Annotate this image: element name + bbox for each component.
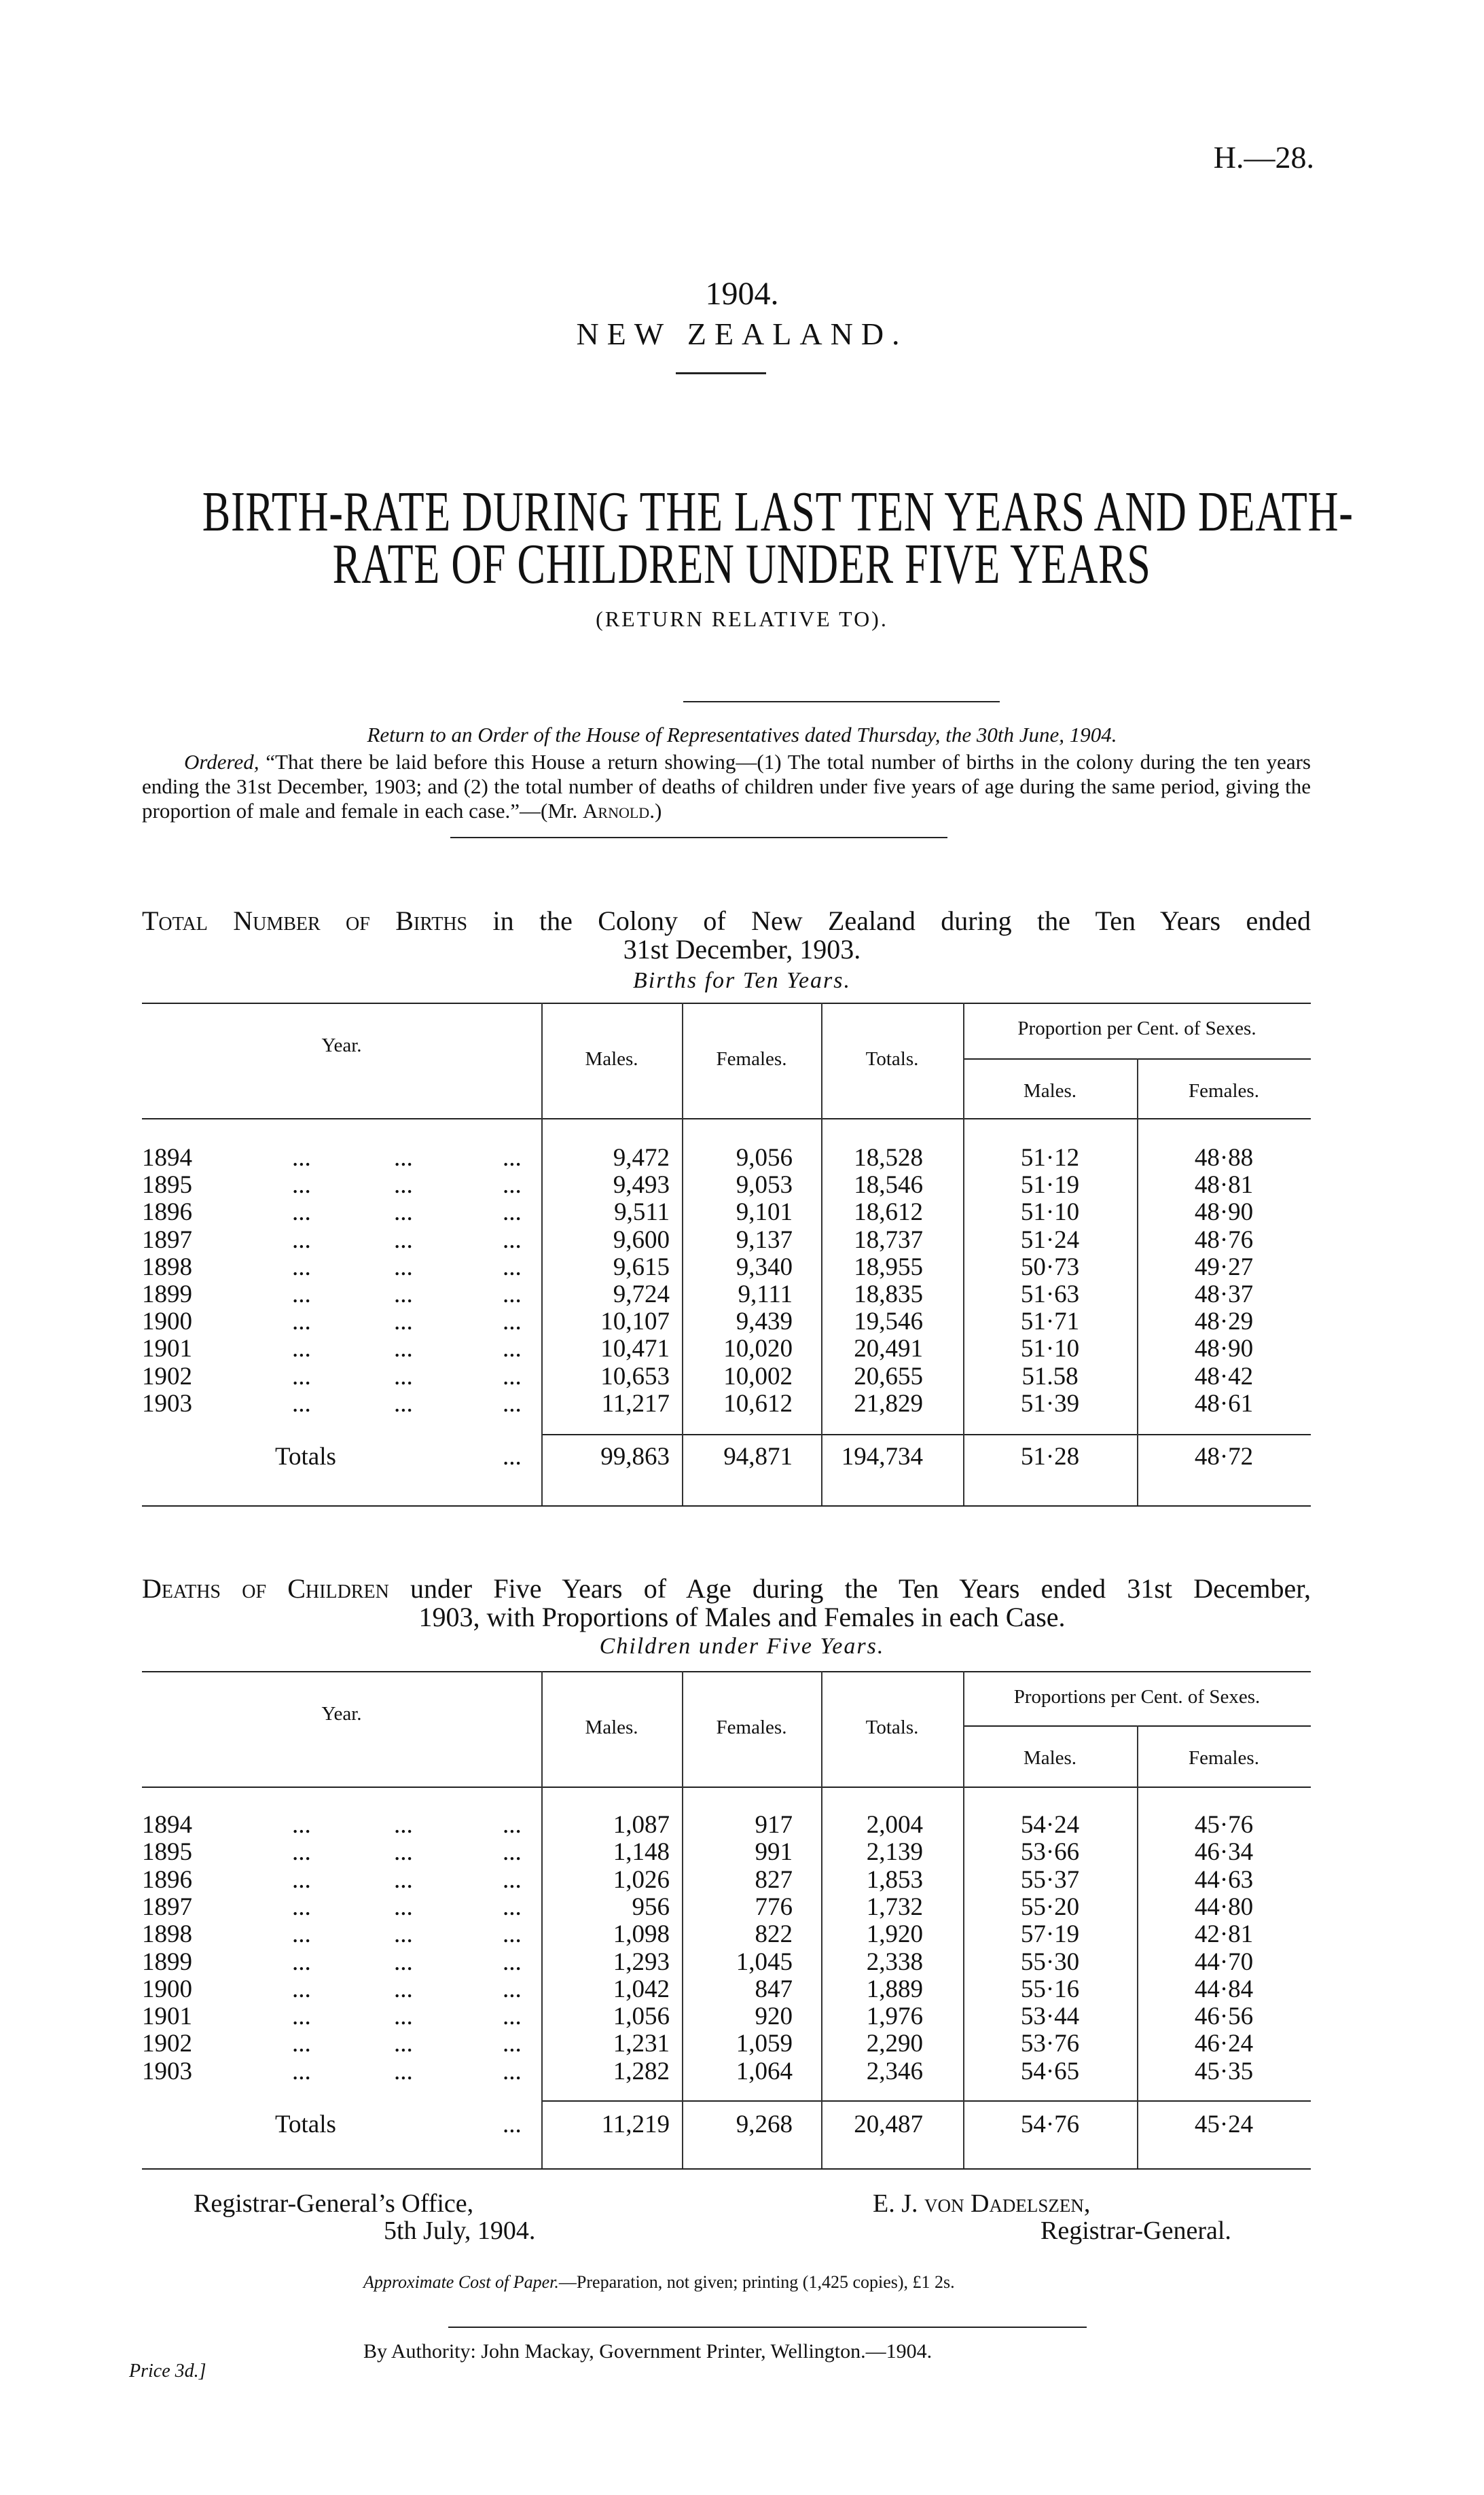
row-totals: 19,546 [854,1308,923,1336]
row-prop-females: 48·61 [1194,1389,1254,1418]
row-totals: 18,955 [854,1253,923,1281]
row-year: 1895 [142,1838,192,1867]
table-row [0,1227,1484,1254]
row-males: 1,026 [613,1865,670,1894]
column-header-year: Year. [321,1703,362,1725]
subtotal-rule [541,1434,1311,1435]
row-prop-males: 53·44 [1020,2003,1080,2031]
dots: ... [503,2111,522,2138]
row-prop-males: 54·76 [1020,2111,1080,2138]
row-females: 822 [755,1920,793,1949]
row-year: 1900 [142,1975,192,2003]
row-totals: 1,920 [866,1920,923,1949]
row-totals: 1,889 [866,1975,923,2003]
dots: ... [292,1920,311,1949]
column-header-females: Females. [716,1717,787,1738]
row-totals: 1,976 [866,2003,923,2031]
row-prop-females: 44·84 [1194,1975,1254,2003]
row-prop-females: 48·37 [1194,1280,1254,1308]
column-header-prop-females: Females. [1189,1080,1259,1102]
row-year: 1903 [142,1389,192,1418]
dots: ... [503,1947,522,1976]
table-row [0,1921,1484,1948]
dots: ... [503,1920,522,1949]
dots: ... [292,1838,311,1867]
row-prop-females: 48·90 [1194,1335,1254,1363]
row-prop-males: 51·39 [1020,1389,1080,1418]
row-females: 94,871 [723,1443,793,1471]
row-year: 1897 [142,1225,192,1254]
dots: ... [292,1171,311,1200]
ordered-text: “That there be laid before this House a return showing—(1) The total number of births in the colony during the ten years ending the 31st December, 1903; and (2) the total number of deaths of children under five years of age during the same period, giving the proportion of male and female in each case.”—(Mr. [142,750,1311,823]
table-top-rule [142,1671,1311,1672]
row-totals: 2,346 [866,2057,923,2085]
printer-authority: By Authority: John Mackay, Government Printer, Wellington.—1904. [363,2340,933,2363]
dots: ... [503,1198,522,1227]
row-females: 9,137 [736,1225,793,1254]
row-males: 1,042 [613,1975,670,2003]
row-prop-females: 48·42 [1194,1362,1254,1390]
row-females: 10,612 [723,1389,793,1418]
table-row [0,1308,1484,1335]
row-year: 1896 [142,1865,192,1894]
row-totals: 21,829 [854,1389,923,1418]
dots: ... [394,1947,413,1976]
row-prop-females: 44·63 [1194,1865,1254,1894]
row-prop-males: 54·24 [1020,1811,1080,1839]
column-header-prop-males: Males. [1023,1747,1077,1769]
row-prop-males: 51·12 [1020,1144,1080,1172]
dots: ... [503,1144,522,1172]
dots: ... [292,2030,311,2058]
row-prop-females: 46·24 [1194,2030,1254,2058]
divider [450,837,947,838]
row-females: 9,340 [736,1253,793,1281]
totals-label: Totals [275,2111,336,2138]
dots: ... [503,1362,522,1390]
row-totals: 20,491 [854,1335,923,1363]
row-prop-females: 45·35 [1194,2057,1254,2085]
row-males: 10,107 [600,1308,670,1336]
row-prop-males: 53·66 [1020,1838,1080,1867]
row-females: 827 [755,1865,793,1894]
table-row [0,2003,1484,2030]
row-males: 1,056 [613,2003,670,2031]
dots: ... [503,1865,522,1894]
column-header-males: Males. [585,1717,638,1738]
divider [683,701,1000,702]
row-prop-females: 48·88 [1194,1144,1254,1172]
row-males: 956 [632,1892,670,1921]
column-header-proportion: Proportions per Cent. of Sexes. [1013,1686,1261,1708]
heading-smallcaps: Deaths of Children [142,1573,389,1604]
row-males: 1,148 [613,1838,670,1867]
dots: ... [503,2030,522,2058]
dots: ... [394,1308,413,1336]
row-females: 9,056 [736,1144,793,1172]
column-header-totals: Totals. [865,1717,919,1738]
row-males: 99,863 [600,1443,670,1471]
subtotal-rule [541,2100,1311,2102]
divider [676,372,766,374]
row-prop-females: 45·76 [1194,1811,1254,1839]
dots: ... [394,1362,413,1390]
row-totals: 18,528 [854,1144,923,1172]
row-prop-females: 46·34 [1194,1838,1254,1867]
row-females: 1,045 [736,1947,793,1976]
cost-note [363,2272,955,2293]
row-prop-males: 54·65 [1020,2057,1080,2085]
row-year: 1899 [142,1280,192,1308]
dots: ... [292,2057,311,2085]
row-males: 9,600 [613,1225,670,1254]
table-caption: Children under Five Years. [599,1634,885,1659]
row-prop-females: 48·72 [1194,1443,1254,1471]
row-totals: 2,290 [866,2030,923,2058]
row-females: 9,268 [736,2111,793,2138]
dots: ... [292,1811,311,1839]
row-year: 1903 [142,2057,192,2085]
heading-smallcaps: Total Number of Births [142,905,468,936]
row-totals: 20,655 [854,1362,923,1390]
totals-label: Totals [275,1443,336,1471]
row-year: 1894 [142,1144,192,1172]
dots: ... [292,1225,311,1254]
totals-row [0,1443,1484,1471]
row-prop-males: 51·71 [1020,1308,1080,1336]
row-males: 9,724 [613,1280,670,1308]
row-totals: 20,487 [854,2111,923,2138]
row-prop-males: 51·24 [1020,1225,1080,1254]
order-paragraph [142,750,1311,823]
row-prop-females: 42·81 [1194,1920,1254,1949]
dots: ... [394,1389,413,1418]
office-date: 5th July, 1904. [384,2216,536,2245]
table-row [0,1976,1484,2003]
signatory-name: E. J. von Dadelszen, [873,2189,1091,2218]
table-row [0,1390,1484,1418]
table-row [0,1812,1484,1839]
return-line: Return to an Order of the House of Representatives dated Thursday, the 30th June, 1904. [367,723,1117,747]
dots: ... [503,1280,522,1308]
row-females: 10,020 [723,1335,793,1363]
page-reference: H.—28. [1213,140,1314,175]
row-totals: 2,004 [866,1811,923,1839]
row-prop-females: 45·24 [1194,2111,1254,2138]
table-heading-line-2: 31st December, 1903. [623,934,861,965]
dots: ... [503,1308,522,1336]
table-row [0,1949,1484,1976]
column-header-totals: Totals. [865,1048,919,1070]
title-line-2: RATE OF CHILDREN UNDER FIVE YEARS [333,533,1151,596]
row-males: 1,293 [613,1947,670,1976]
header-bottom-rule [142,1118,1311,1119]
dots: ... [292,1198,311,1227]
dots: ... [394,1171,413,1200]
table-row [0,1172,1484,1199]
row-year: 1894 [142,1811,192,1839]
dots: ... [292,2003,311,2031]
dots: ... [503,2057,522,2085]
dots: ... [503,1225,522,1254]
row-females: 1,059 [736,2030,793,2058]
row-males: 9,472 [613,1144,670,1172]
row-year: 1901 [142,2003,192,2031]
row-females: 920 [755,2003,793,2031]
row-prop-males: 57·19 [1020,1920,1080,1949]
row-prop-females: 44·80 [1194,1892,1254,1921]
dots: ... [394,1838,413,1867]
row-males: 10,653 [600,1362,670,1390]
subtitle: (RETURN RELATIVE TO). [596,607,888,631]
row-males: 9,615 [613,1253,670,1281]
dots: ... [394,1892,413,1921]
dots: ... [503,1811,522,1839]
dots: ... [503,1975,522,2003]
dots: ... [394,1280,413,1308]
column-header-females: Females. [716,1048,787,1070]
mover-name: Arnold.) [583,799,662,823]
table-row [0,2058,1484,2085]
price: Price 3d.] [129,2361,206,2382]
row-males: 1,282 [613,2057,670,2085]
dots: ... [292,1865,311,1894]
table-heading [142,1575,1311,1603]
row-year: 1900 [142,1308,192,1336]
dots: ... [394,1865,413,1894]
row-females: 776 [755,1892,793,1921]
dots: ... [394,1198,413,1227]
table-bottom-rule [142,1505,1311,1507]
heading-text: in the Colony of New Zealand during the Ten Years ended [492,905,1311,936]
column-header-year: Year. [321,1035,362,1056]
cost-text: —Preparation, not given; printing (1,425 copies), £1 2s. [558,2272,955,2292]
table-row [0,1281,1484,1308]
row-totals: 2,338 [866,1947,923,1976]
row-totals: 18,612 [854,1198,923,1227]
row-totals: 18,546 [854,1171,923,1200]
table-row [0,1199,1484,1226]
dots: ... [292,1253,311,1281]
table-row [0,1894,1484,1921]
row-year: 1898 [142,1920,192,1949]
row-year: 1898 [142,1253,192,1281]
row-totals: 18,737 [854,1225,923,1254]
dots: ... [292,1947,311,1976]
dots: ... [503,1335,522,1363]
table-bottom-rule [142,2168,1311,2170]
divider [448,2327,1087,2328]
dots: ... [394,1225,413,1254]
row-prop-males: 50·73 [1020,1253,1080,1281]
row-totals: 1,853 [866,1865,923,1894]
row-males: 11,217 [601,1389,670,1418]
row-year: 1902 [142,1362,192,1390]
row-year: 1896 [142,1198,192,1227]
heading-text: under Five Years of Age during the Ten Years ended 31st December, [410,1573,1311,1604]
row-males: 11,219 [601,2111,670,2138]
row-females: 1,064 [736,2057,793,2085]
dots: ... [394,1253,413,1281]
row-totals: 1,732 [866,1892,923,1921]
dots: ... [394,1920,413,1949]
table-top-rule [142,1003,1311,1004]
row-year: 1901 [142,1335,192,1363]
row-prop-females: 48·76 [1194,1225,1254,1254]
dots: ... [503,2003,522,2031]
row-females: 9,101 [736,1198,793,1227]
row-females: 917 [755,1811,793,1839]
ordered-label: Ordered, [184,750,259,774]
row-prop-females: 48·29 [1194,1308,1254,1336]
row-prop-males: 51·28 [1020,1443,1080,1471]
dots: ... [292,1892,311,1921]
table-row [0,1145,1484,1172]
column-header-proportion: Proportion per Cent. of Sexes. [1017,1018,1256,1039]
title-line-1: BIRTH-RATE DURING THE LAST TEN YEARS AND DEATH- [202,480,1354,543]
table-caption: Births for Ten Years. [632,968,852,993]
row-females: 9,053 [736,1171,793,1200]
row-males: 9,511 [614,1198,670,1227]
country-name: NEW ZEALAND. [576,317,908,351]
dots: ... [394,1335,413,1363]
dots: ... [503,1892,522,1921]
row-year: 1897 [142,1892,192,1921]
dots: ... [292,1975,311,2003]
table-row [0,1363,1484,1390]
table-row [0,1839,1484,1866]
dots: ... [503,1253,522,1281]
dots: ... [292,1335,311,1363]
table-row [0,1335,1484,1363]
row-prop-females: 48·90 [1194,1198,1254,1227]
dots: ... [503,1389,522,1418]
cost-label: Approximate Cost of Paper. [363,2272,559,2292]
office-name: Registrar-General’s Office, [194,2189,474,2218]
dots: ... [394,1144,413,1172]
table-heading-line-2: 1903, with Proportions of Males and Females in each Case. [418,1602,1066,1632]
dots: ... [503,1171,522,1200]
row-totals: 2,139 [866,1838,923,1867]
table-row [0,1254,1484,1281]
row-prop-males: 51·19 [1020,1171,1080,1200]
row-males: 1,098 [613,1920,670,1949]
row-year: 1902 [142,2030,192,2058]
column-header-males: Males. [585,1048,638,1070]
column-header-prop-females: Females. [1189,1747,1259,1769]
row-males: 10,471 [600,1335,670,1363]
column-header-prop-males: Males. [1023,1080,1077,1102]
table-heading [142,907,1311,935]
row-males: 9,493 [613,1171,670,1200]
row-prop-males: 51·10 [1020,1335,1080,1363]
row-prop-females: 46·56 [1194,2003,1254,2031]
signatory-title: Registrar-General. [1040,2216,1231,2245]
row-year: 1895 [142,1171,192,1200]
dots: ... [394,1975,413,2003]
row-prop-females: 49·27 [1194,1253,1254,1281]
row-year: 1899 [142,1947,192,1976]
dots: ... [292,1144,311,1172]
row-prop-males: 55·30 [1020,1947,1080,1976]
row-prop-males: 51.58 [1021,1362,1079,1390]
row-females: 847 [755,1975,793,2003]
row-prop-males: 55·16 [1020,1975,1080,2003]
row-females: 991 [755,1838,793,1867]
totals-row [0,2111,1484,2138]
dots: ... [394,2003,413,2031]
table-row [0,2030,1484,2058]
row-prop-males: 51·63 [1020,1280,1080,1308]
table-row [0,1867,1484,1894]
row-females: 10,002 [723,1362,793,1390]
dots: ... [394,1811,413,1839]
row-females: 9,439 [736,1308,793,1336]
dots: ... [503,1443,522,1471]
row-prop-males: 51·10 [1020,1198,1080,1227]
dots: ... [503,1838,522,1867]
row-prop-males: 55·20 [1020,1892,1080,1921]
row-prop-females: 44·70 [1194,1947,1254,1976]
row-prop-males: 55·37 [1020,1865,1080,1894]
dots: ... [292,1280,311,1308]
header-bottom-rule [142,1787,1311,1788]
row-females: 9,111 [738,1280,793,1308]
row-males: 1,087 [613,1811,670,1839]
dots: ... [394,2030,413,2058]
row-prop-females: 48·81 [1194,1171,1254,1200]
dots: ... [394,2057,413,2085]
document-year: 1904. [705,276,779,312]
row-males: 1,231 [613,2030,670,2058]
row-totals: 194,734 [841,1443,923,1471]
dots: ... [292,1308,311,1336]
dots: ... [292,1362,311,1390]
dots: ... [292,1389,311,1418]
row-prop-males: 53·76 [1020,2030,1080,2058]
row-totals: 18,835 [854,1280,923,1308]
